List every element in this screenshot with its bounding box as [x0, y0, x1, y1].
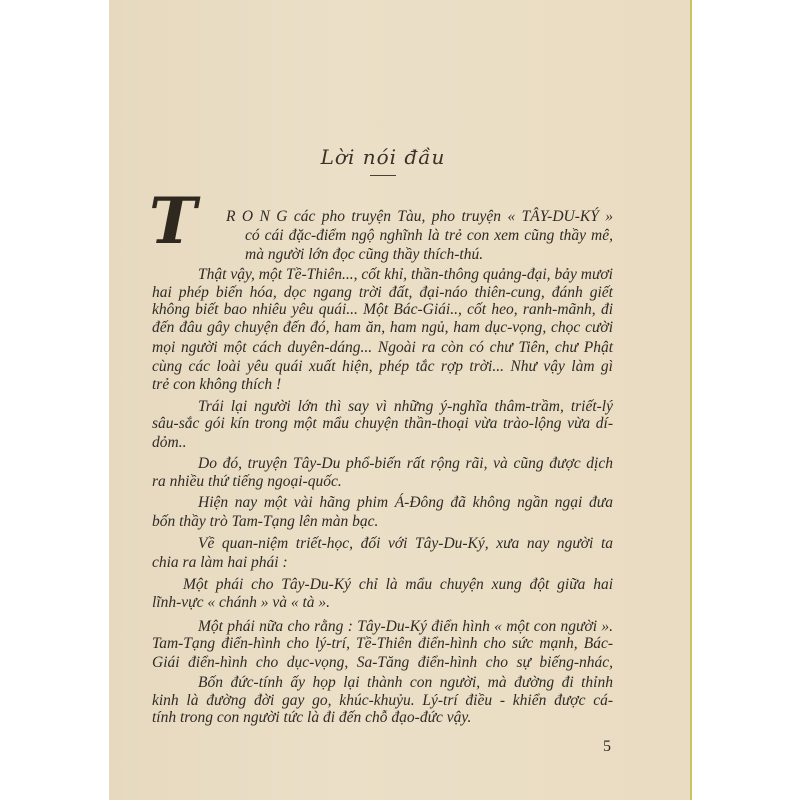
paragraph-line: Một phái nữa cho rằng : Tây-Du-Ký điển hình « một con người ». [198, 618, 613, 635]
paragraph-line: Thật vậy, một Tề-Thiên..., cốt khỉ, thần-thông quảng-đại, bảy mươi [198, 266, 613, 283]
paragraph-line: trẻ con không thích ! [152, 376, 282, 393]
chapter-title: Lời nói đầu [320, 145, 446, 169]
drop-cap: T [149, 184, 197, 259]
paragraph-line: mọi người một cách duyên-dáng... Ngoài ra còn có chư Tiên, chư Phật [152, 339, 613, 356]
paragraph-line: hai phép biến hóa, dọc ngang trời đất, đại-náo thiên-cung, đánh giết [152, 284, 613, 301]
intro-line: có cái đặc-điểm ngộ nghĩnh là trẻ con xem cũng thầy mê, [245, 227, 613, 244]
paragraph-line: Do đó, truyện Tây-Du phổ-biến rất rộng rãi, và cũng được dịch [198, 455, 613, 472]
paragraph-line: lĩnh-vực « chánh » và « tà ». [152, 594, 331, 611]
paragraph-line: sâu-sắc gói kín trong một mẩu chuyện thần-thoại vừa trào-lộng vừa dí- [152, 415, 613, 432]
paragraph-line: đến đâu gây chuyện đến đó, ham ăn, ham ngủ, ham dục-vọng, chọc cười [152, 319, 613, 336]
paragraph-line: Tam-Tạng điển-hình cho lý-trí, Tề-Thiên điển-hình cho sức mạnh, Bác- [152, 635, 613, 652]
paragraph-line: Trái lại người lớn thì say vì những ý-nghĩa thâm-trầm, triết-lý [198, 398, 613, 415]
paragraph-line: dỏm.. [152, 434, 187, 451]
paragraph-line: Một phái cho Tây-Du-Ký chỉ là mẩu chuyện xung đột giữa hai [183, 576, 613, 593]
book-page [109, 0, 692, 800]
paragraph-line: chia ra làm hai phái : [152, 554, 288, 571]
page-number: 5 [603, 738, 611, 755]
title-divider [370, 175, 396, 176]
intro-line: mà người lớn đọc cũng thầy thích-thú. [245, 246, 484, 263]
paragraph-line: Về quan-niệm triết-học, đối với Tây-Du-Ký, xưa nay người ta [198, 535, 613, 552]
intro-line: R O N G các pho truyện Tàu, pho truyện « TÂY-DU-KÝ » [226, 208, 613, 225]
paragraph-line: Bốn đức-tính ấy họp lại thành con người, mà đường đi thỉnh [198, 674, 613, 691]
paragraph-line: cùng các loài yêu quái xuất hiện, phép tắc rợp trời... Như vậy làm gì [152, 358, 613, 375]
paragraph-line: Giái điển-hình cho dục-vọng, Sa-Tăng điển-hình cho sự biếng-nhác, [152, 654, 613, 671]
paragraph-line: Hiện nay một vài hãng phim Á-Đông đã không ngần ngại đưa [198, 494, 613, 511]
paragraph-line: bốn thầy trò Tam-Tạng lên màn bạc. [152, 513, 379, 530]
paragraph-line: không biết bao nhiêu yêu quái... Một Bác-Giái.., cốt heo, ranh-mãnh, đi [152, 301, 613, 318]
paragraph-line: ra nhiều thứ tiếng ngoại-quốc. [152, 473, 342, 490]
paragraph-line: kinh là đường đời gay go, khúc-khuỷu. Lý-trí điều - khiển được cá- [152, 692, 613, 709]
paragraph-line: tính trong con người tức là đi đến chỗ đạo-đức vậy. [152, 709, 472, 726]
